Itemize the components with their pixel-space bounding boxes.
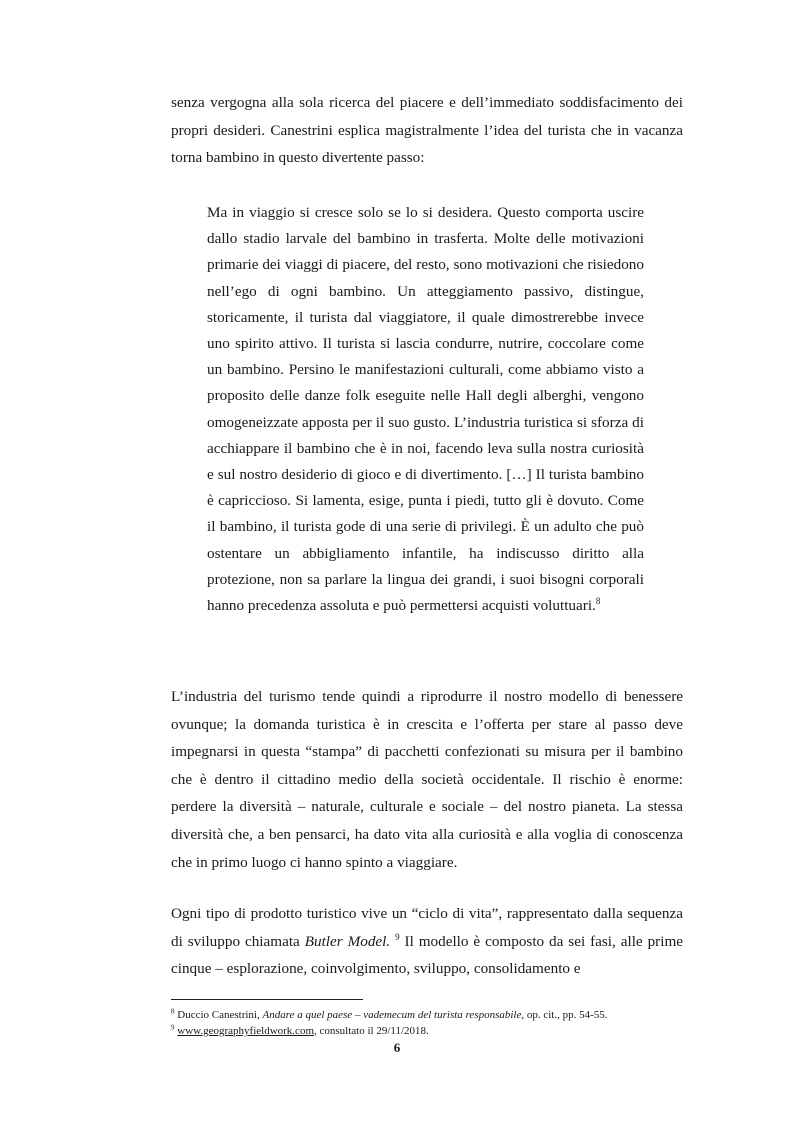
quote-text: Ma in viaggio si cresce solo se lo si desidera. Questo comporta uscire dallo stadio larvale del bambino in trasferta. Molte delle motivazioni primarie dei viaggi di piacere, del resto, sono motivazioni che risiedono nell’ego di ogni bambino. Un atteggiamento passivo, distingue, storicamente, il turista dal viaggiatore, il quale dimostrerebbe invece uno spirito attivo. Il turista si lascia condurre, nutrire, coccolare come un bambino. Persino le manifestazioni culturali, come abbiamo visto a proposito delle danze folk eseguite nelle Hall degli alberghi, vengono omogeneizzate apposta per il suo gusto. L’industria turistica si sforza di acchiappare il bambino che è in noi, facendo leva sulla nostra curiosità e sul nostro desiderio di gioco e di divertimento. […] Il turista bambino è capriccioso. Si lamenta, esige, punta i piedi, tutto gli è dovuto. Come il bambino, il turista gode di una serie di privilegi. È un adulto che può ostentare un abbigliamento infantile, ha indiscusso diritto alla protezione, non sa parlare la lingua dei grandi, i suoi bisogni corporali hanno precedenza assoluta e può permettersi acquisti voluttuari. — [207, 204, 644, 615]
paragraph-3 — [171, 900, 683, 983]
footnotes — [171, 1007, 691, 1039]
butler-model-term: Butler Model. — [304, 932, 391, 950]
footnote-separator — [171, 999, 363, 1000]
footnote-ref-9[interactable]: 9 — [395, 931, 400, 942]
page-number: 6 — [393, 1040, 401, 1055]
footnote-book-title: Andare a quel paese – vademecum del turista responsabile — [262, 1009, 522, 1021]
paragraph-1: senza vergogna alla sola ricerca del piacere e dell’immediato soddisfacimento dei propri desideri. Canestrini esplica magistralmente l’idea del turista che in vacanza torna bambino in questo divertente passo: — [171, 94, 683, 167]
footnote-author: Duccio Canestrini, — [174, 1009, 263, 1021]
footnote-9 — [171, 1023, 691, 1039]
footnote-citation: , consultato il 29/11/2018. — [314, 1025, 429, 1037]
footnote-ref-8[interactable]: 8 — [595, 595, 601, 606]
paragraph-3-before: Ogni tipo di prodotto turistico vive un “ciclo di vita”, rappresentato dalla sequenza di sviluppo chiamata — [171, 905, 683, 950]
footnote-number: 8 — [171, 1007, 175, 1016]
paragraph-3-after: Il modello è composto da sei fasi, alle prime cinque – esplorazione, coinvolgimento, sviluppo, consolidamento e — [171, 932, 683, 978]
paragraph-2: L’industria del turismo tende quindi a riprodurre il nostro modello di benessere ovunque; la domanda turistica è in crescita e l’offerta per stare al passo deve impegnarsi in questa “stampa” di pacchetti confezionati su misura per il bambino che è dentro il cittadino medio della società occidentale. Il rischio è enorme: perdere la diversità – naturale, culturale e sociale – del nostro pianeta. La stessa diversità che, a ben pensarci, ha dato vita alla curiosità e alla voglia di conoscenza che in primo luogo ci hanno spinto a viaggiare. — [171, 688, 683, 871]
footnote-number: 9 — [171, 1023, 175, 1032]
block-quote — [207, 200, 644, 619]
footnote-link[interactable]: www.geographyfieldwork.com — [177, 1025, 314, 1037]
footnote-8 — [171, 1007, 691, 1023]
footnote-citation: , op. cit., pp. 54-55. — [521, 1009, 608, 1021]
